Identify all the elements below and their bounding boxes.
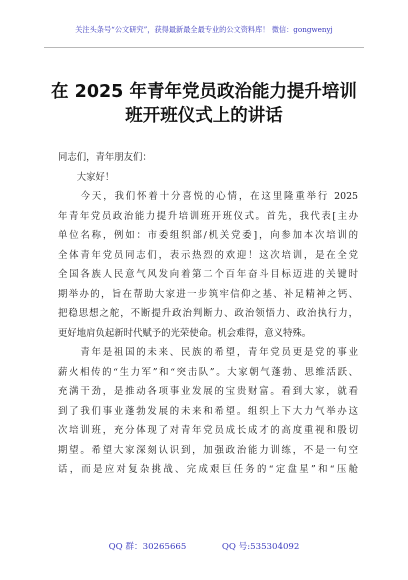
paragraph-line: 期举办的，旨在帮助大家进一步筑牢信仰之基、补足精神之钙、 bbox=[58, 288, 358, 300]
paragraph-line: 薪火相传的“生力军”和“突击队”。大家朝气蓬勃、思维活跃、 bbox=[58, 366, 358, 378]
paragraph-line: 全国各族人民意气风发向着第二个百年奋斗目标迈进的关键时 bbox=[58, 269, 358, 280]
header-divider bbox=[44, 47, 364, 48]
paragraph-line: 今天，我们怀着十分喜悦的心情，在这里隆重举行 2025 bbox=[58, 191, 358, 202]
paragraph-line: 充满干劲，是推动各项事业发展的宝贵财富。看到大家，就看 bbox=[58, 386, 358, 397]
footer-qq-group: QQ 群：30265665 bbox=[108, 542, 187, 552]
paragraph-line: 青年是祖国的未来、民族的希望，青年党员更是党的事业 bbox=[58, 347, 358, 358]
paragraph-line: 更好地肩负起新时代赋予的光荣使命。机会难得，意义特殊。 bbox=[58, 327, 312, 339]
paragraph-line: 年青年党员政治能力提升培训班开班仪式。首先，我代表[主办 bbox=[58, 210, 358, 222]
speech-body bbox=[58, 148, 358, 480]
paragraph-line: 单位名称，例如：市委组织部/机关党委]，向参加本次培训的 bbox=[58, 230, 358, 241]
paragraph-line: 次培训班，充分体现了对青年党员成长成才的高度重视和殷切 bbox=[58, 425, 358, 436]
paragraph-line: 把稳思想之舵，不断提升政治判断力、政治领悟力、政治执行力， bbox=[58, 308, 358, 319]
title-line-1: 在 2025 年青年党员政治能力提升培训 bbox=[51, 82, 357, 102]
footer-contact bbox=[0, 540, 408, 552]
footer-qq-number: QQ 号:535304092 bbox=[221, 542, 300, 552]
salutation: 同志们，青年朋友们： bbox=[58, 152, 152, 163]
title-line-2: 班开班仪式上的讲话 bbox=[125, 106, 283, 126]
paragraph-line: 期望。希望大家深刻认识到，加强政治能力训练，不是一句空 bbox=[58, 444, 358, 456]
paragraph-line: 话，而是应对复杂挑战、完成艰巨任务的“定盘星”和“压舱 bbox=[58, 464, 358, 475]
header-banner: 关注头条号“公文研究”，获得最新最全最专业的公文资料库！ 微信：gongwenyj bbox=[75, 25, 333, 34]
greeting: 大家好！ bbox=[58, 171, 115, 183]
document-title bbox=[30, 80, 378, 128]
paragraph-line: 全体青年党员同志们，表示热烈的欢迎！这次培训，是在全党 bbox=[58, 249, 358, 261]
paragraph-line: 到了我们事业蓬勃发展的未来和希望。组织上下大力气举办这 bbox=[58, 405, 358, 417]
